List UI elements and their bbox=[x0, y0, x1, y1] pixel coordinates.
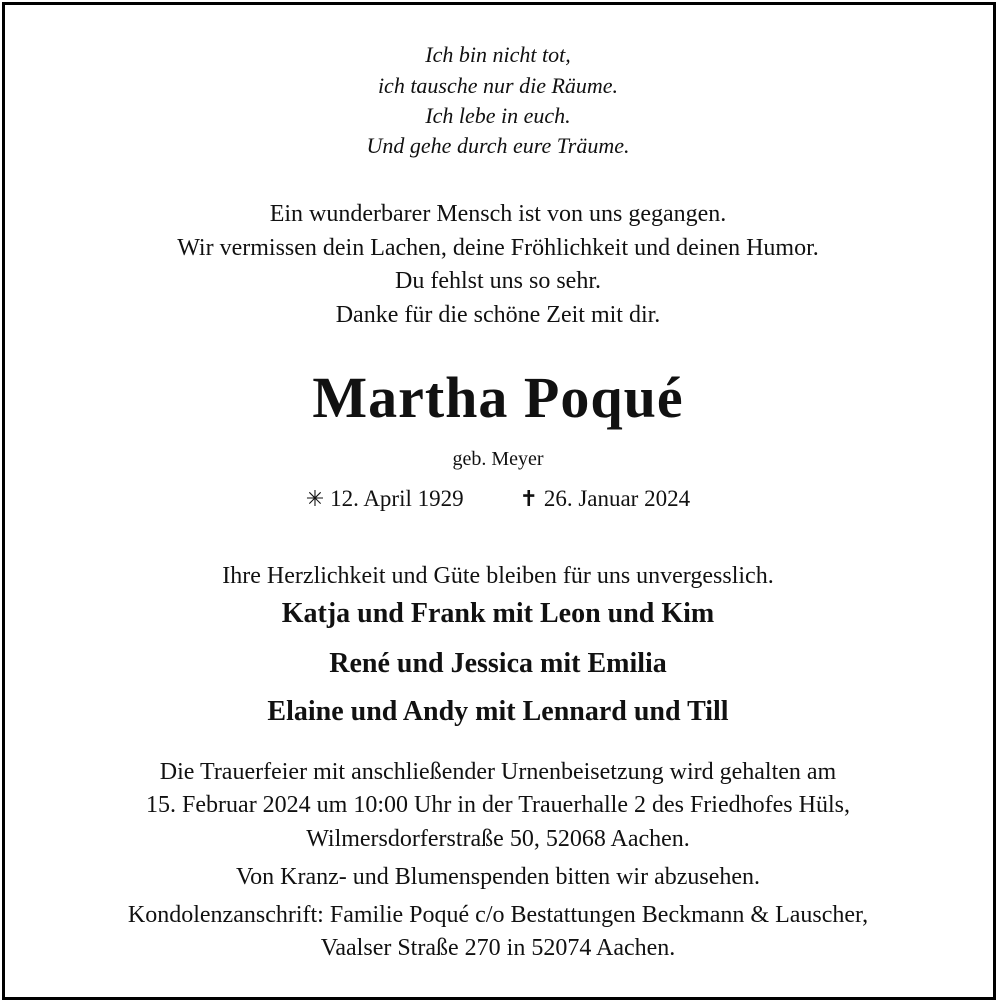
poem-line: Ich lebe in euch. bbox=[425, 103, 571, 128]
death-cross-icon: ✝ bbox=[519, 487, 539, 512]
ceremony-line: Die Trauerfeier mit anschließender Urnenbeisetzung wird gehalten am bbox=[159, 759, 837, 785]
ceremony-line: 15. Februar 2024 um 10:00 Uhr in der Trauerhalle 2 des Friedhofes Hüls, bbox=[146, 792, 850, 818]
family-line: René und Jessica mit Emilia bbox=[329, 648, 667, 679]
deceased-name: Martha Poqué bbox=[312, 365, 684, 430]
birth-star-icon: ✳ bbox=[305, 487, 325, 512]
flowers-note: Von Kranz- und Blumenspenden bitten wir abzusehen. bbox=[235, 864, 761, 890]
poem-line: Ich bin nicht tot, bbox=[425, 42, 571, 67]
tribute-line: Ihre Herzlichkeit und Güte bleiben für uns unvergesslich. bbox=[222, 563, 774, 589]
death-date: 26. Januar 2024 bbox=[543, 486, 691, 511]
message-line: Ein wunderbarer Mensch ist von uns gegangen. bbox=[269, 201, 727, 227]
message-line: Danke für die schöne Zeit mit dir. bbox=[335, 302, 661, 328]
message-line: Du fehlst uns so sehr. bbox=[395, 268, 601, 294]
birth-date: 12. April 1929 bbox=[330, 486, 464, 511]
family-line: Elaine und Andy mit Lennard und Till bbox=[267, 696, 729, 727]
family-line: Katja und Frank mit Leon und Kim bbox=[281, 598, 715, 629]
poem-line: ich tausche nur die Räume. bbox=[377, 73, 619, 98]
message-line: Wir vermissen dein Lachen, deine Fröhlichkeit und deinen Humor. bbox=[177, 235, 819, 261]
life-dates bbox=[0, 486, 996, 512]
condolence-line: Vaalser Straße 270 in 52074 Aachen. bbox=[320, 935, 676, 961]
poem-line: Und gehe durch eure Träume. bbox=[366, 133, 630, 158]
birth-name: geb. Meyer bbox=[452, 448, 544, 470]
ceremony-line: Wilmersdorferstraße 50, 52068 Aachen. bbox=[306, 826, 690, 852]
condolence-line: Kondolenzanschrift: Familie Poqué c/o Bestattungen Beckmann & Lauscher, bbox=[127, 902, 869, 928]
